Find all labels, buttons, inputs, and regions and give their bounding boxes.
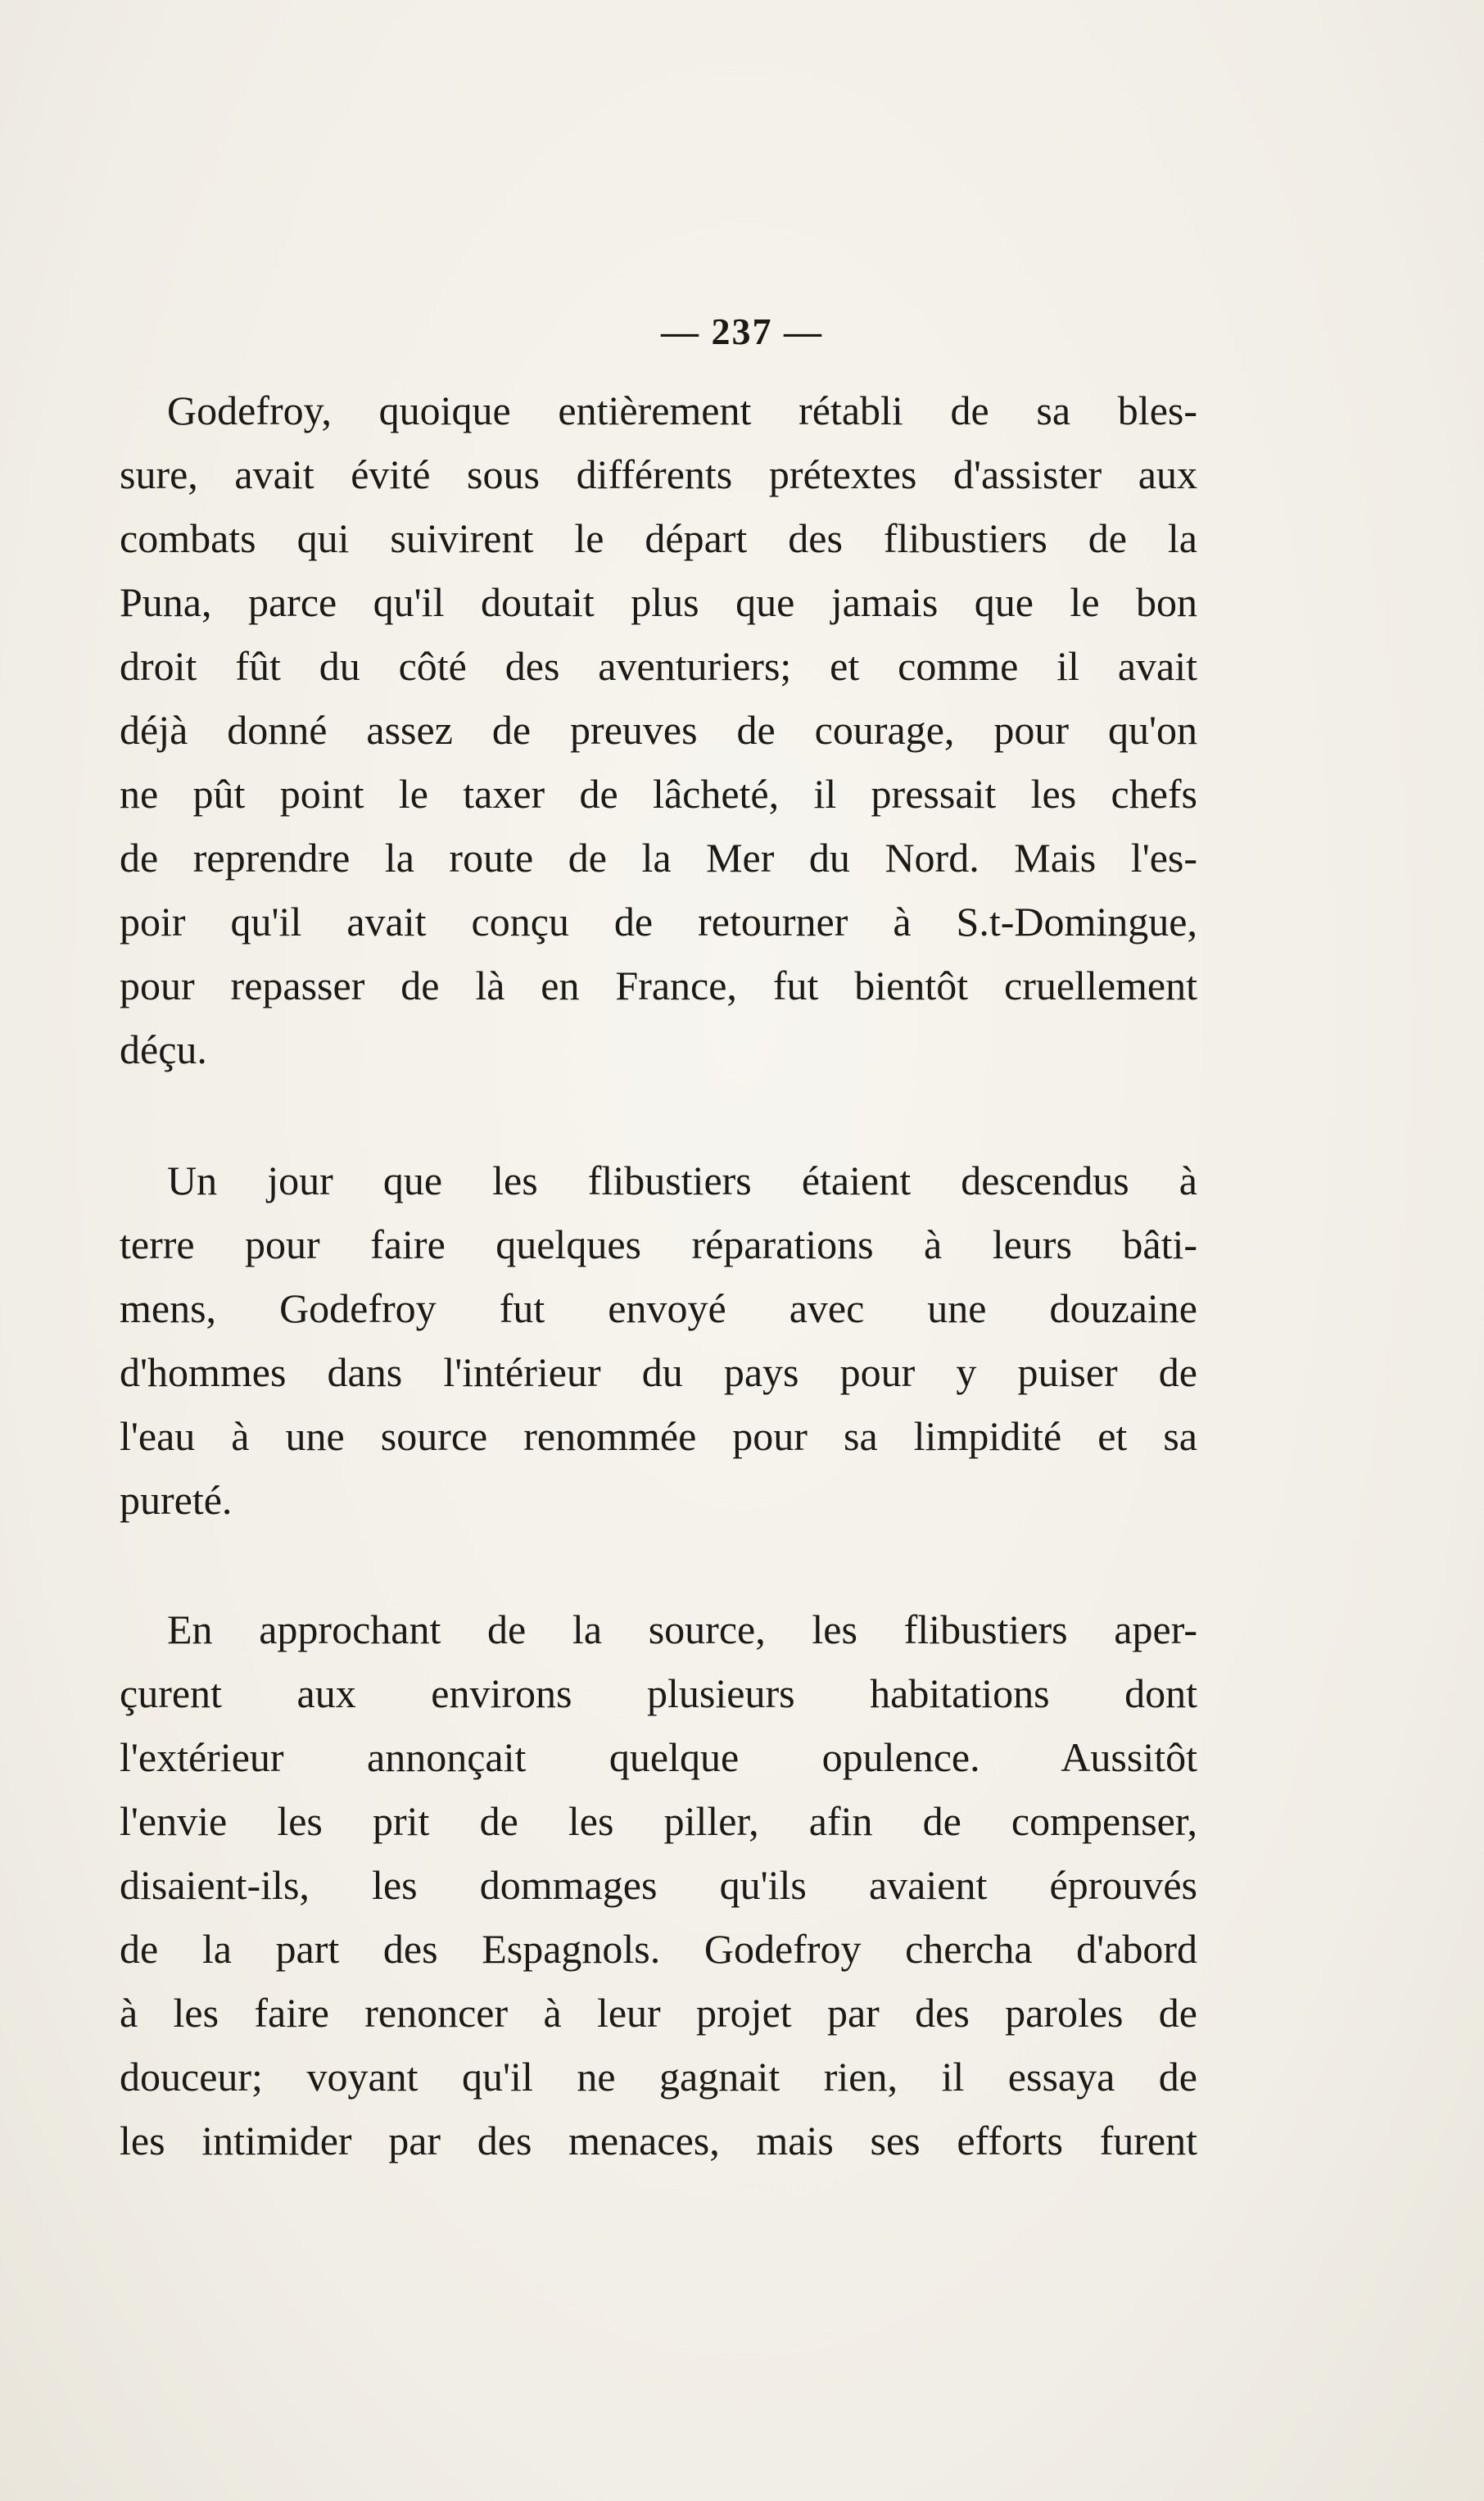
text-line: déçu. [120, 1026, 207, 1072]
text-line: sure, avait évité sous différents prétextes d'assister aux [120, 451, 1197, 497]
text-line: l'extérieur annonçait quelque opulence. Aussitôt [120, 1734, 1197, 1780]
text-line: les intimider par des menaces, mais ses efforts furent [120, 2118, 1197, 2163]
text-line: ne pût point le taxer de lâcheté, il pressait les chefs [120, 771, 1197, 817]
text-line: En approchant de la source, les flibustiers aper- [167, 1606, 1197, 1652]
text-line: à les faire renoncer à leur projet par des paroles de [120, 1990, 1197, 2036]
text-line: pour repasser de là en France, fut bientôt cruellement [120, 963, 1197, 1008]
page-number: — 237 — [661, 310, 823, 352]
text-line: de la part des Espagnols. Godefroy chercha d'abord [120, 1926, 1197, 1972]
text-line: mens, Godefroy fut envoyé avec une douzaine [120, 1285, 1197, 1331]
text-line: déjà donné assez de preuves de courage, pour qu'on [120, 707, 1197, 753]
text-line: disaient-ils, les dommages qu'ils avaient éprouvés [120, 1862, 1197, 1908]
paragraph-2 [120, 1149, 1197, 1532]
text-line: Godefroy, quoique entièrement rétabli de sa bles- [167, 387, 1197, 433]
paragraph-1 [120, 378, 1197, 1081]
text-line: l'eau à une source renommée pour sa limpidité et sa [120, 1413, 1197, 1459]
text-line: Puna, parce qu'il doutait plus que jamais que le bon [120, 579, 1197, 625]
text-line: poir qu'il avait conçu de retourner à S.t-Domingue, [120, 899, 1197, 945]
paragraph-3 [120, 1597, 1197, 2173]
text-line: combats qui suivirent le départ des flibustiers de la [120, 515, 1197, 561]
text-line: çurent aux environs plusieurs habitations dont [120, 1670, 1197, 1716]
text-line: d'hommes dans l'intérieur du pays pour y puiser de [120, 1349, 1197, 1395]
text-line: douceur; voyant qu'il ne gagnait rien, il essaya de [120, 2054, 1197, 2100]
text-line: Un jour que les flibustiers étaient descendus à [167, 1158, 1197, 1203]
text-line: de reprendre la route de la Mer du Nord. Mais l'es- [120, 835, 1197, 881]
text-line: droit fût du côté des aventuriers; et comme il avait [120, 643, 1197, 689]
text-line: pureté. [120, 1477, 233, 1523]
text-line: terre pour faire quelques réparations à leurs bâti- [120, 1221, 1197, 1267]
text-line: l'envie les prit de les piller, afin de compenser, [120, 1798, 1197, 1844]
